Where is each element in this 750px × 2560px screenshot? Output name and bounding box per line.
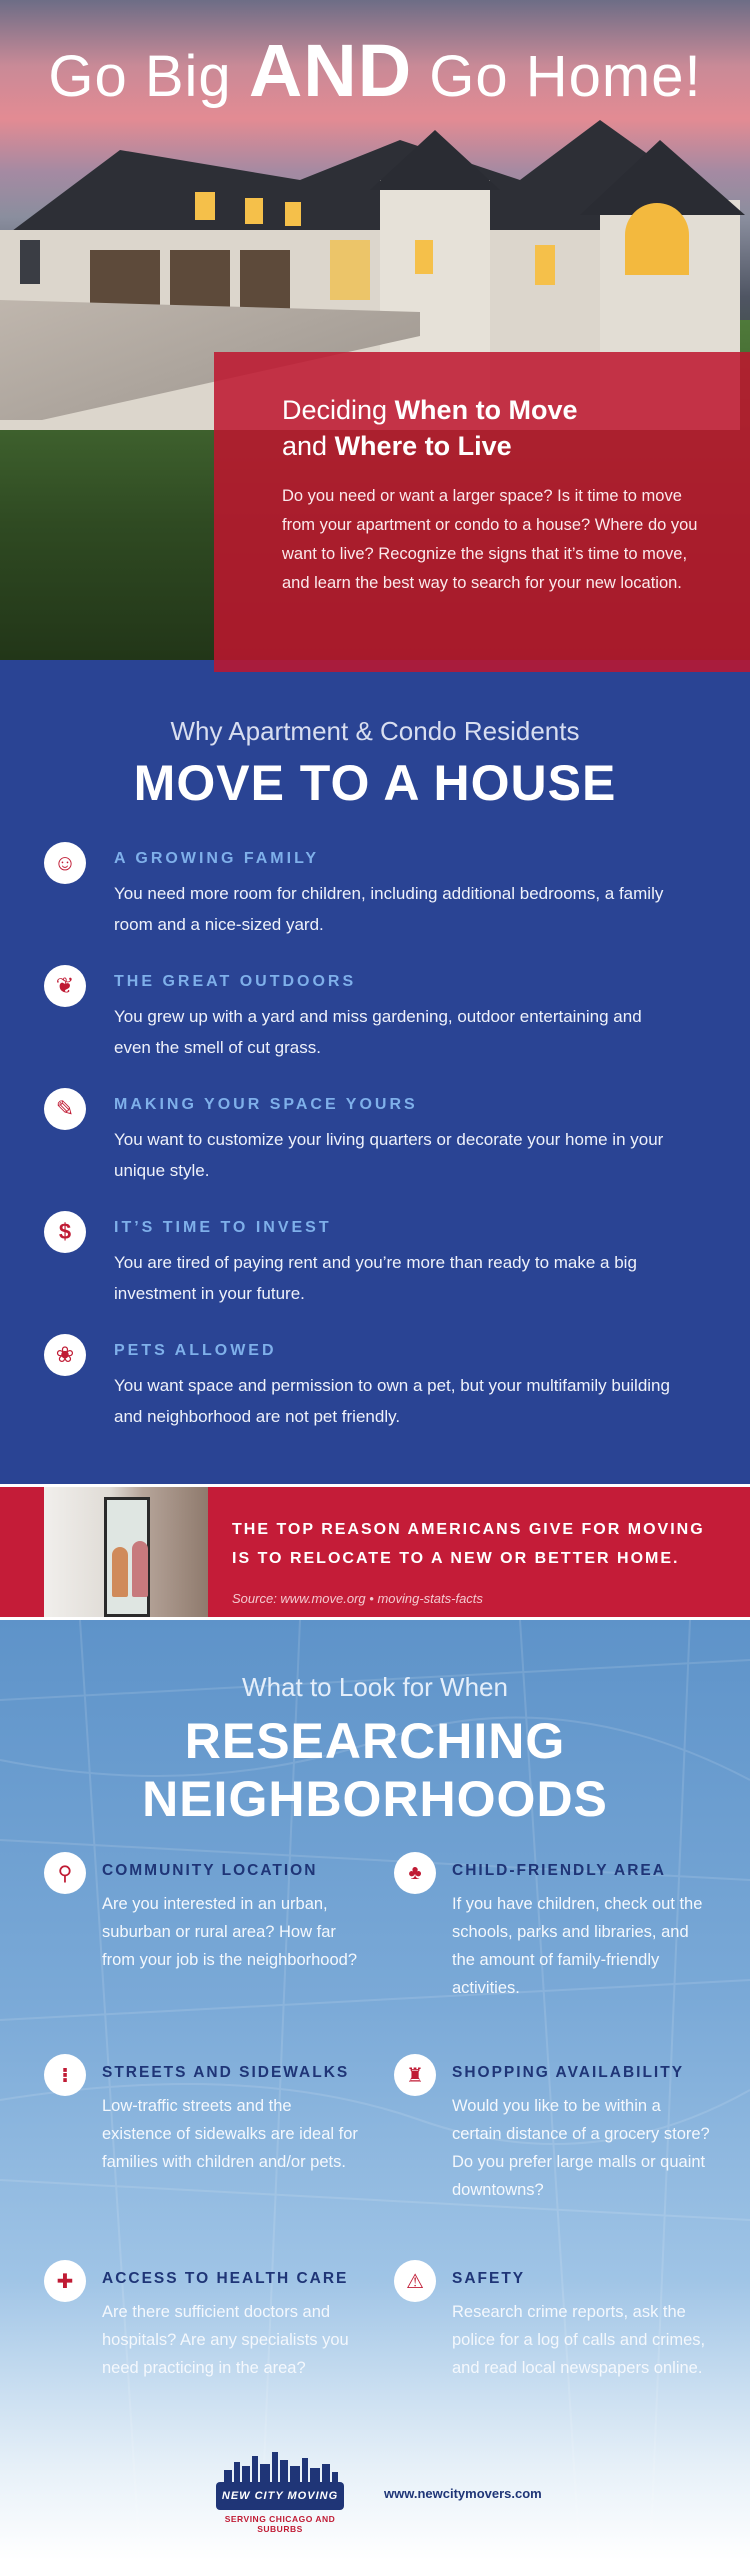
intro-title-part-2: When to Move — [394, 395, 578, 425]
website-link[interactable]: www.newcitymovers.com — [384, 2486, 542, 2501]
reason-text: You grew up with a yard and miss gardening, outdoor entertaining and even the smell of cut grass. — [114, 1007, 642, 1057]
feature-title: STREETS AND SIDEWALKS — [102, 2064, 350, 2081]
feature-text: Would you like to be within a certain distance of a grocery store? Do you prefer large malls or quaint downtowns? — [452, 2097, 710, 2199]
skyline-icon — [220, 2452, 340, 2484]
leaf-icon: ❦ — [44, 965, 86, 1007]
health-cross-icon: ✚ — [44, 2260, 86, 2302]
reason-title: IT’S TIME TO INVEST — [114, 1219, 332, 1236]
research-title-line-2: NEIGHBORHOODS — [142, 1771, 608, 1827]
logo-wordmark: NEW CITY MOVING — [216, 2482, 344, 2510]
feature-text: Are you interested in an urban, suburban or rural area? How far from your job is the neighborhood? — [102, 1895, 357, 1969]
child-figure — [132, 1541, 148, 1597]
statistic-text: THE TOP REASON AMERICANS GIVE FOR MOVING IS TO RELOCATE TO A NEW OR BETTER HOME. — [232, 1521, 705, 1567]
intro-box — [214, 352, 750, 672]
paintbrush-icon: ✎ — [44, 1088, 86, 1130]
research-section — [0, 1620, 750, 2560]
reason-title: PETS ALLOWED — [114, 1342, 277, 1359]
playground-icon: ♣ — [394, 1852, 436, 1894]
reason-text: You want space and permission to own a pet, but your multifamily building and neighborhood are not pet friendly. — [114, 1376, 670, 1426]
statistic-source: Source: www.move.org • moving-stats-facts — [232, 1591, 483, 1606]
hero-title-part-1: Go Big — [48, 44, 232, 109]
reason-text: You need more room for children, including additional bedrooms, a family room and a nice-sized yard. — [114, 884, 664, 934]
piggy-bank-icon: $ — [44, 1211, 86, 1253]
statistic-band — [0, 1484, 750, 1620]
map-pin-icon: ⚲ — [44, 1852, 86, 1894]
reasons-section — [0, 672, 750, 1484]
feature-title: ACCESS TO HEALTH CARE — [102, 2270, 349, 2287]
hero-title-emphasis: AND — [248, 29, 413, 112]
reason-title: MAKING YOUR SPACE YOURS — [114, 1096, 418, 1113]
feature-title: SHOPPING AVAILABILITY — [452, 2064, 685, 2081]
intro-title — [282, 392, 700, 464]
intro-title-part-4: Where to Live — [334, 431, 512, 461]
baby-icon: ☺ — [44, 842, 86, 884]
child-figure — [112, 1547, 128, 1597]
traffic-light-icon: ⁝ — [44, 2054, 86, 2096]
paw-icon: ❀ — [44, 1334, 86, 1376]
feature-text: Are there sufficient doctors and hospitals? Are any specialists you need practicing in the area? — [102, 2303, 349, 2377]
feature-text: Low-traffic streets and the existence of sidewalks are ideal for families with children and/or pets. — [102, 2097, 358, 2171]
reason-text: You are tired of paying rent and you’re more than ready to make a big investment in your future. — [114, 1253, 637, 1303]
feature-text: Research crime reports, ask the police for a log of calls and crimes, and read local newspapers online. — [452, 2303, 706, 2377]
reason-title: A GROWING FAMILY — [114, 850, 320, 867]
reasons-title: MOVE TO A HOUSE — [133, 755, 617, 811]
intro-title-part-3: and — [282, 431, 328, 461]
reason-title: THE GREAT OUTDOORS — [114, 973, 357, 990]
intro-text: Do you need or want a larger space? Is it time to move from your apartment or condo to a house? Where do you want to live? Recognize the signs that it’s time to move, and learn the best way to search for your new location. — [282, 487, 698, 592]
hero-title-part-2: Go Home! — [429, 44, 702, 109]
intro-title-part-1: Deciding — [282, 395, 388, 425]
hero-title — [0, 28, 750, 113]
company-logo[interactable] — [210, 2452, 350, 2534]
research-title-line-1: RESEARCHING — [184, 1713, 566, 1769]
feature-title: COMMUNITY LOCATION — [102, 1862, 318, 1879]
feature-text: If you have children, check out the schools, parks and libraries, and the amount of family-friendly activities. — [452, 1895, 703, 1997]
family-photo — [44, 1487, 208, 1617]
feature-title: CHILD-FRIENDLY AREA — [452, 1862, 666, 1879]
research-title — [0, 1712, 750, 1828]
warning-icon: ⚠ — [394, 2260, 436, 2302]
research-subtitle: What to Look for When — [242, 1672, 508, 1702]
logo-tagline: SERVING CHICAGO AND SUBURBS — [224, 2514, 336, 2534]
shopping-bag-icon: ♜ — [394, 2054, 436, 2096]
reasons-subtitle: Why Apartment & Condo Residents — [170, 716, 580, 746]
reason-text: You want to customize your living quarters or decorate your home in your unique style. — [114, 1130, 664, 1180]
feature-title: SAFETY — [452, 2270, 526, 2287]
